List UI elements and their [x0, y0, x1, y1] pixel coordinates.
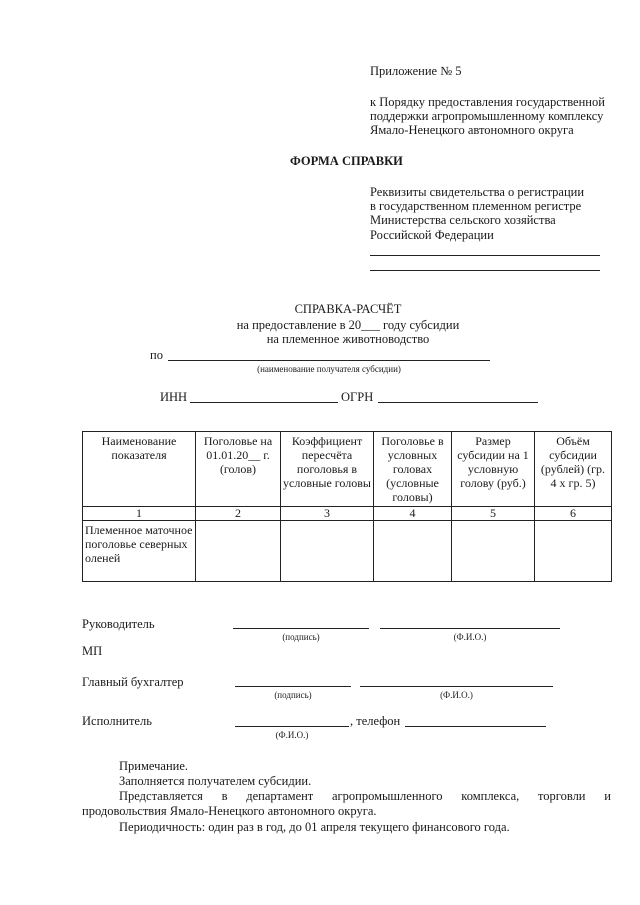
fio-caption: (Ф.И.О.)	[275, 730, 309, 740]
column-number: 4	[374, 507, 452, 521]
note-line: Периодичность: один раз в год, до 01 апреля текущего финансового года.	[119, 820, 510, 834]
appendix-ref-line: к Порядку предоставления государственной	[370, 95, 605, 109]
note-word: и	[604, 789, 611, 803]
input-cell[interactable]	[535, 521, 612, 582]
certificate-subtitle: на племенное животноводство	[266, 332, 430, 346]
note-line-justified	[119, 789, 611, 804]
column-number: 3	[281, 507, 374, 521]
requisites-line: Российской Федерации	[370, 228, 494, 242]
note-word: агропромышленного	[332, 789, 443, 803]
accountant-fio-line[interactable]	[360, 686, 553, 687]
column-number: 1	[83, 507, 196, 521]
note-word: комплекса,	[461, 789, 520, 803]
appendix-ref-line: поддержки агропромышленному комплексу	[370, 109, 604, 123]
mp-label: МП	[82, 644, 103, 658]
table-header-cell: Поголовье на 01.01.20__ г. (голов)	[196, 432, 281, 507]
input-cell[interactable]	[281, 521, 374, 582]
calculation-table	[82, 431, 612, 582]
table-header-cell: Коэффициент пересчёта поголовья в условные головы	[281, 432, 374, 507]
table-header-cell: Объём субсидии (рублей) (гр. 4 х гр. 5)	[535, 432, 612, 507]
table-header-cell: Наименование показателя	[83, 432, 196, 507]
note-line: Заполняется получателем субсидии.	[119, 774, 312, 788]
requisites-fill-line[interactable]	[370, 270, 600, 271]
sign-caption: (подпись)	[282, 632, 320, 642]
table-row	[83, 521, 612, 582]
note-line: продовольствия Ямало-Ненецкого автономного округа.	[82, 804, 377, 818]
note-word: торговли	[537, 789, 586, 803]
table-header-cell: Размер субсидии на 1 условную голову (руб.)	[452, 432, 535, 507]
column-number: 2	[196, 507, 281, 521]
po-label: по	[150, 348, 163, 362]
executor-fio-line[interactable]	[235, 726, 349, 727]
note-word: Представляется	[119, 789, 203, 803]
ogrn-label: ОГРН	[341, 390, 374, 404]
fio-caption: (Ф.И.О.)	[440, 690, 473, 700]
certificate-subtitle: на предоставление в 20___ году субсидии	[236, 318, 460, 332]
head-label: Руководитель	[82, 617, 155, 631]
sign-caption: (подпись)	[274, 690, 312, 700]
note-word: департамент	[246, 789, 314, 803]
executor-label: Исполнитель	[82, 714, 152, 728]
ogrn-field-line[interactable]	[378, 402, 538, 403]
certificate-title: СПРАВКА-РАСЧЁТ	[294, 302, 402, 316]
requisites-line: Реквизиты свидетельства о регистрации	[370, 185, 585, 199]
column-number: 5	[452, 507, 535, 521]
phone-line[interactable]	[405, 726, 546, 727]
accountant-label: Главный бухгалтер	[82, 675, 184, 689]
table-column-number-row	[83, 507, 612, 521]
phone-label: , телефон	[350, 714, 401, 728]
appendix-ref-line: Ямало-Ненецкого автономного округа	[370, 123, 574, 137]
requisites-line: Министерства сельского хозяйства	[370, 213, 556, 227]
table-header-cell: Поголовье в условных головах (условные головы)	[374, 432, 452, 507]
input-cell[interactable]	[452, 521, 535, 582]
recipient-caption: (наименование получателя субсидии)	[257, 364, 401, 374]
table-header-row	[83, 432, 612, 507]
requisites-fill-line[interactable]	[370, 255, 600, 256]
input-cell[interactable]	[196, 521, 281, 582]
head-signature-line[interactable]	[233, 628, 369, 629]
fio-caption: (Ф.И.О.)	[453, 632, 487, 642]
head-fio-line[interactable]	[380, 628, 560, 629]
note-word: в	[221, 789, 228, 803]
recipient-name-line[interactable]	[168, 360, 490, 361]
inn-label: ИНН	[160, 390, 188, 404]
inn-field-line[interactable]	[190, 402, 338, 403]
note-heading: Примечание.	[119, 759, 189, 773]
accountant-signature-line[interactable]	[235, 686, 351, 687]
input-cell[interactable]	[374, 521, 452, 582]
appendix-title: Приложение № 5	[370, 64, 462, 78]
requisites-line: в государственном племенном регистре	[370, 199, 582, 213]
column-number: 6	[535, 507, 612, 521]
row-name-cell: Племенное маточное поголовье северных оленей	[83, 521, 196, 582]
form-title: ФОРМА СПРАВКИ	[290, 154, 403, 168]
